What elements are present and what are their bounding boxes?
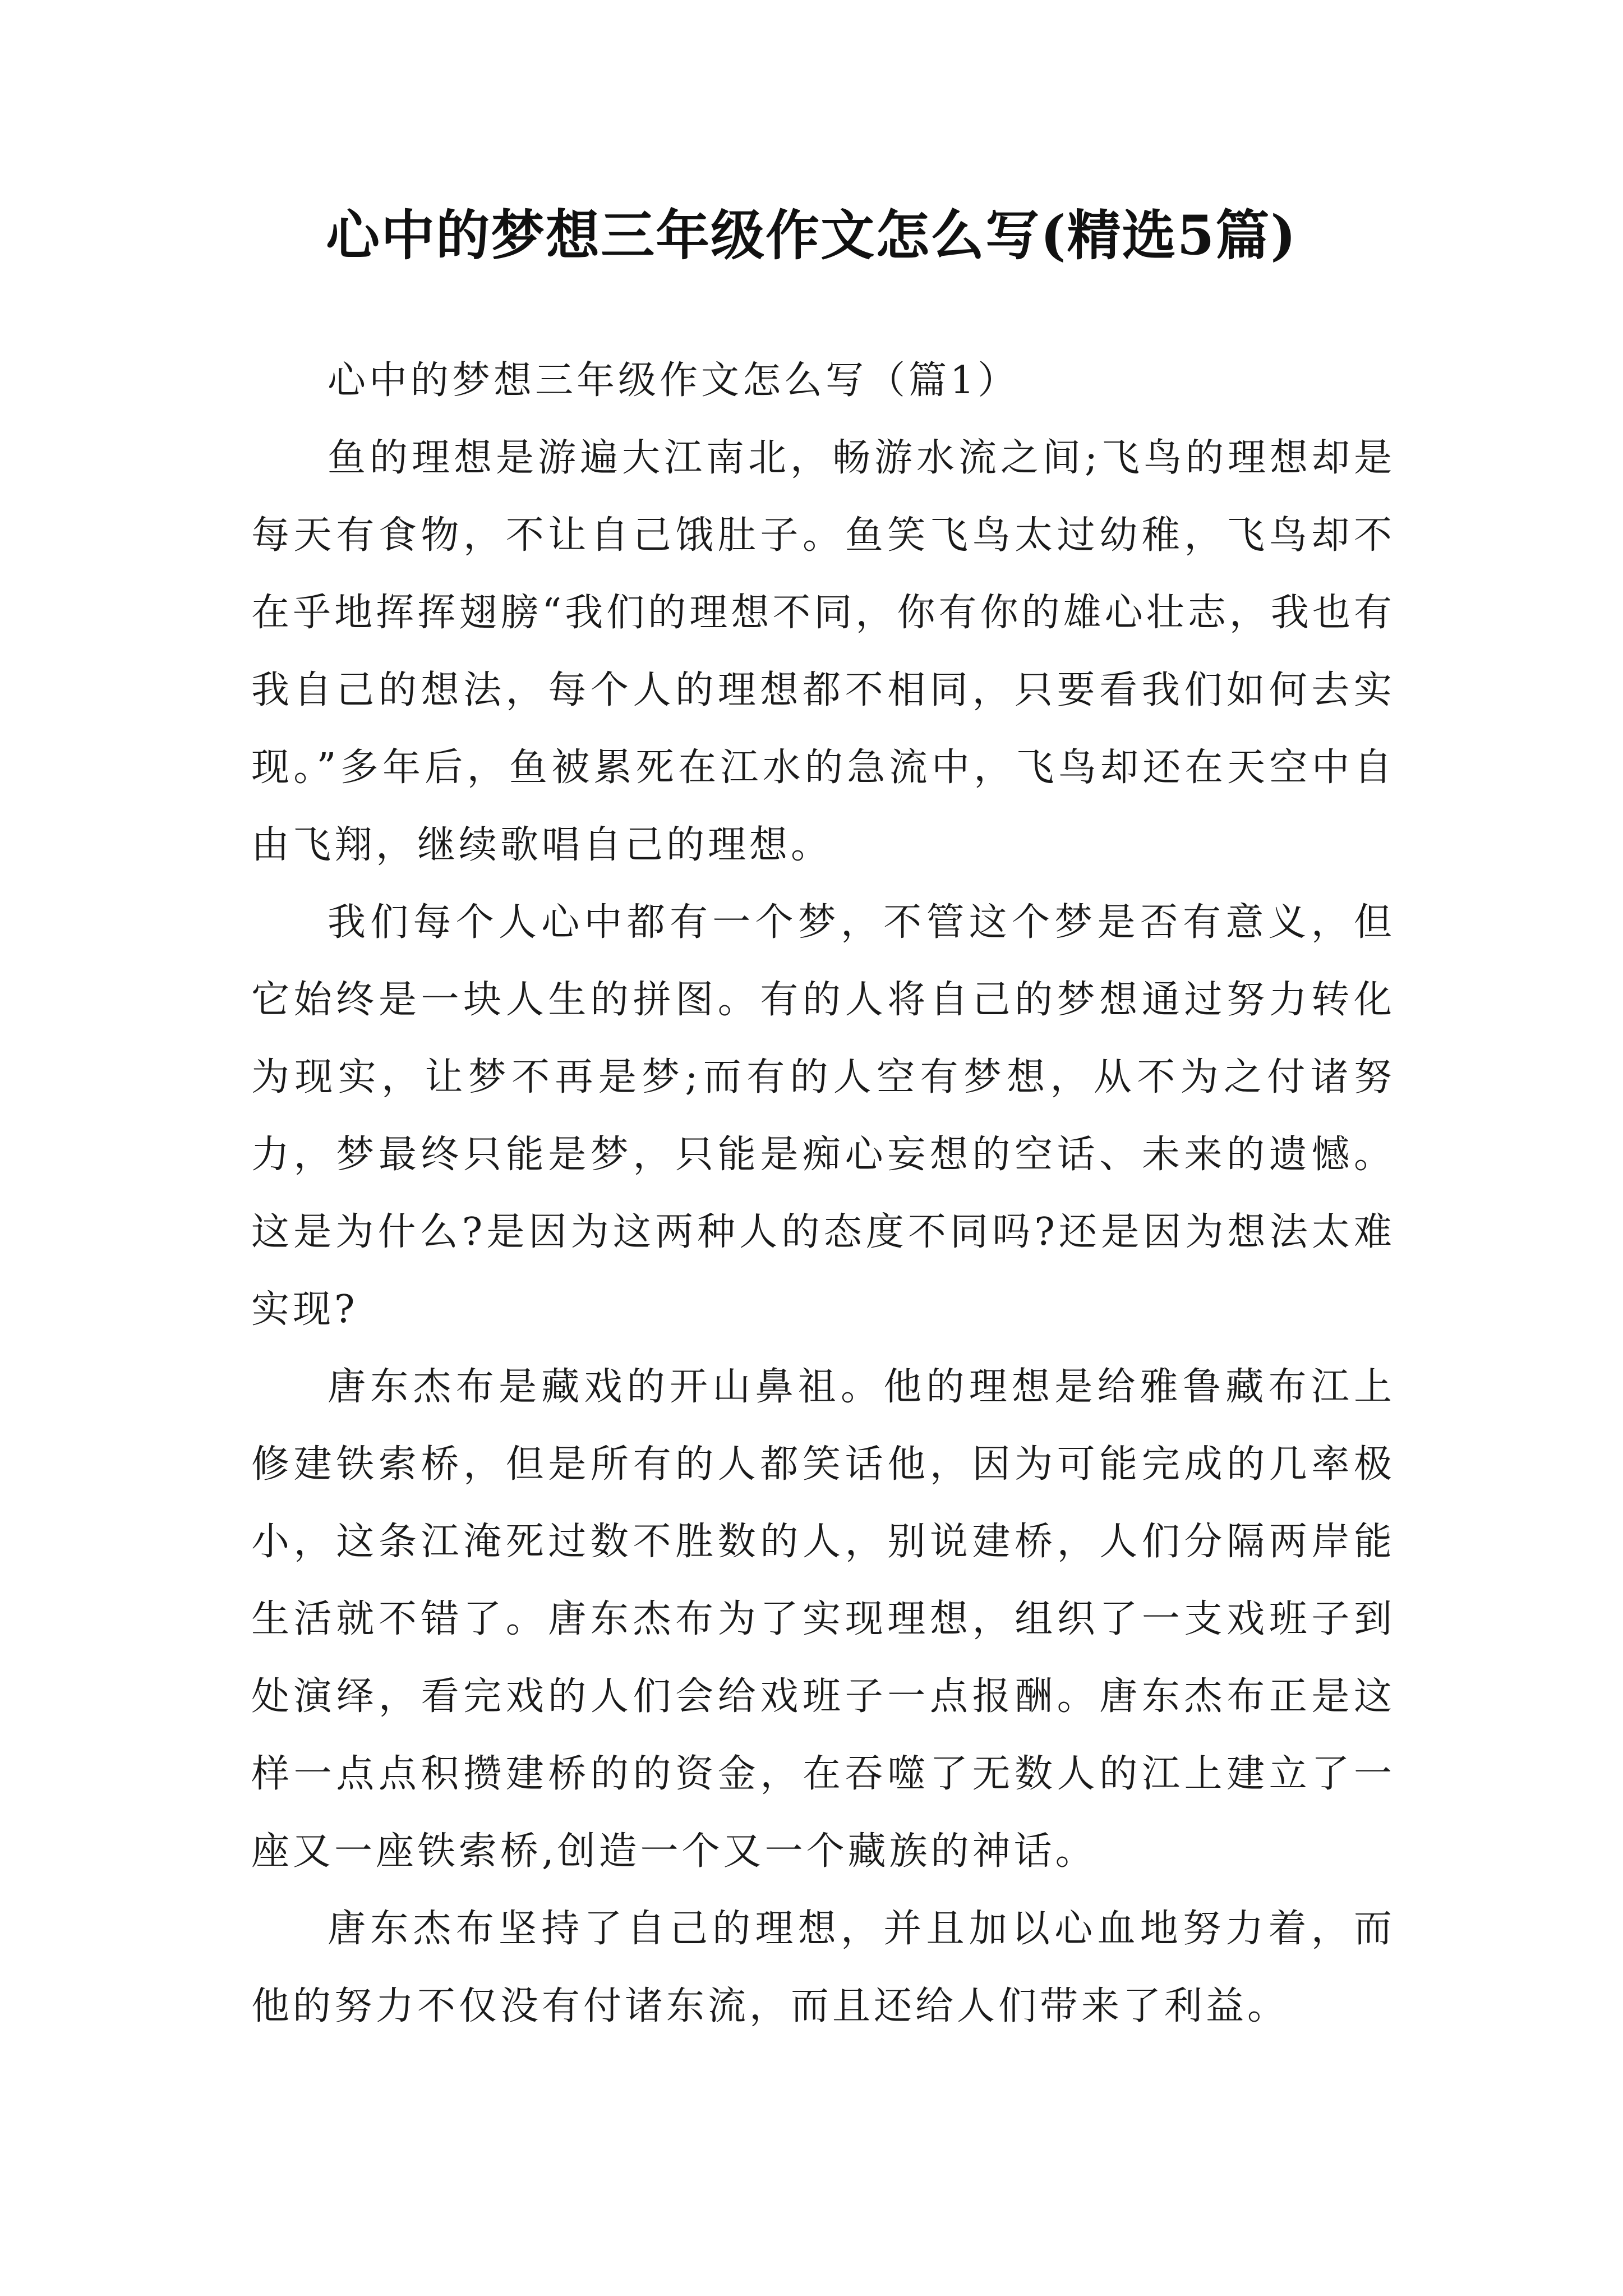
paragraph-2: 我们每个人心中都有一个梦，不管这个梦是否有意义，但它始终是一块人生的拼图。有的人将自己的梦想通过努力转化为现实，让梦不再是梦;而有的人空有梦想，从不为之付诸努力，梦最终只能是梦，只能是痴心妄想的空话、未来的遗憾。这是为什么?是因为这两种人的态度不同吗?还是因为想法太难实现? <box>251 900 1395 1332</box>
section-heading: 心中的梦想三年级作文怎么写（篇1） <box>328 358 1020 403</box>
paragraph-3: 唐东杰布是藏戏的开山鼻祖。他的理想是给雅鲁藏布江上修建铁索桥，但是所有的人都笑话他，因为可能完成的几率极小，这条江淹死过数不胜数的人，别说建桥，人们分隔两岸能生活就不错了。唐东杰布为了实现理想，组织了一支戏班子到处演绎，看完戏的人们会给戏班子一点报酬。唐东杰布正是这样一点点积攒建桥的的资金，在吞噬了无数人的江上建立了一座又一座铁索桥,创造一个又一个藏族的神话。 <box>251 1365 1395 1874</box>
paragraph-4: 唐东杰布坚持了自己的理想，并且加以心血地努力着，而他的努力不仅没有付诸东流，而且还给人们带来了利益。 <box>251 1907 1395 2028</box>
document-body <box>251 342 1395 2045</box>
paragraph-1: 鱼的理想是游遍大江南北，畅游水流之间;飞鸟的理想却是每天有食物，不让自己饿肚子。鱼笑飞鸟太过幼稚，飞鸟却不在乎地挥挥翅膀“我们的理想不同，你有你的雄心壮志，我也有我自己的想法，每个人的理想都不相同，只要看我们如何去实现。”多年后，鱼被累死在江水的急流中，飞鸟却还在天空中自由飞翔，继续歌唱自己的理想。 <box>251 436 1396 867</box>
document-title: 心中的梦想三年级作文怎么写(精选5篇) <box>326 204 1297 267</box>
